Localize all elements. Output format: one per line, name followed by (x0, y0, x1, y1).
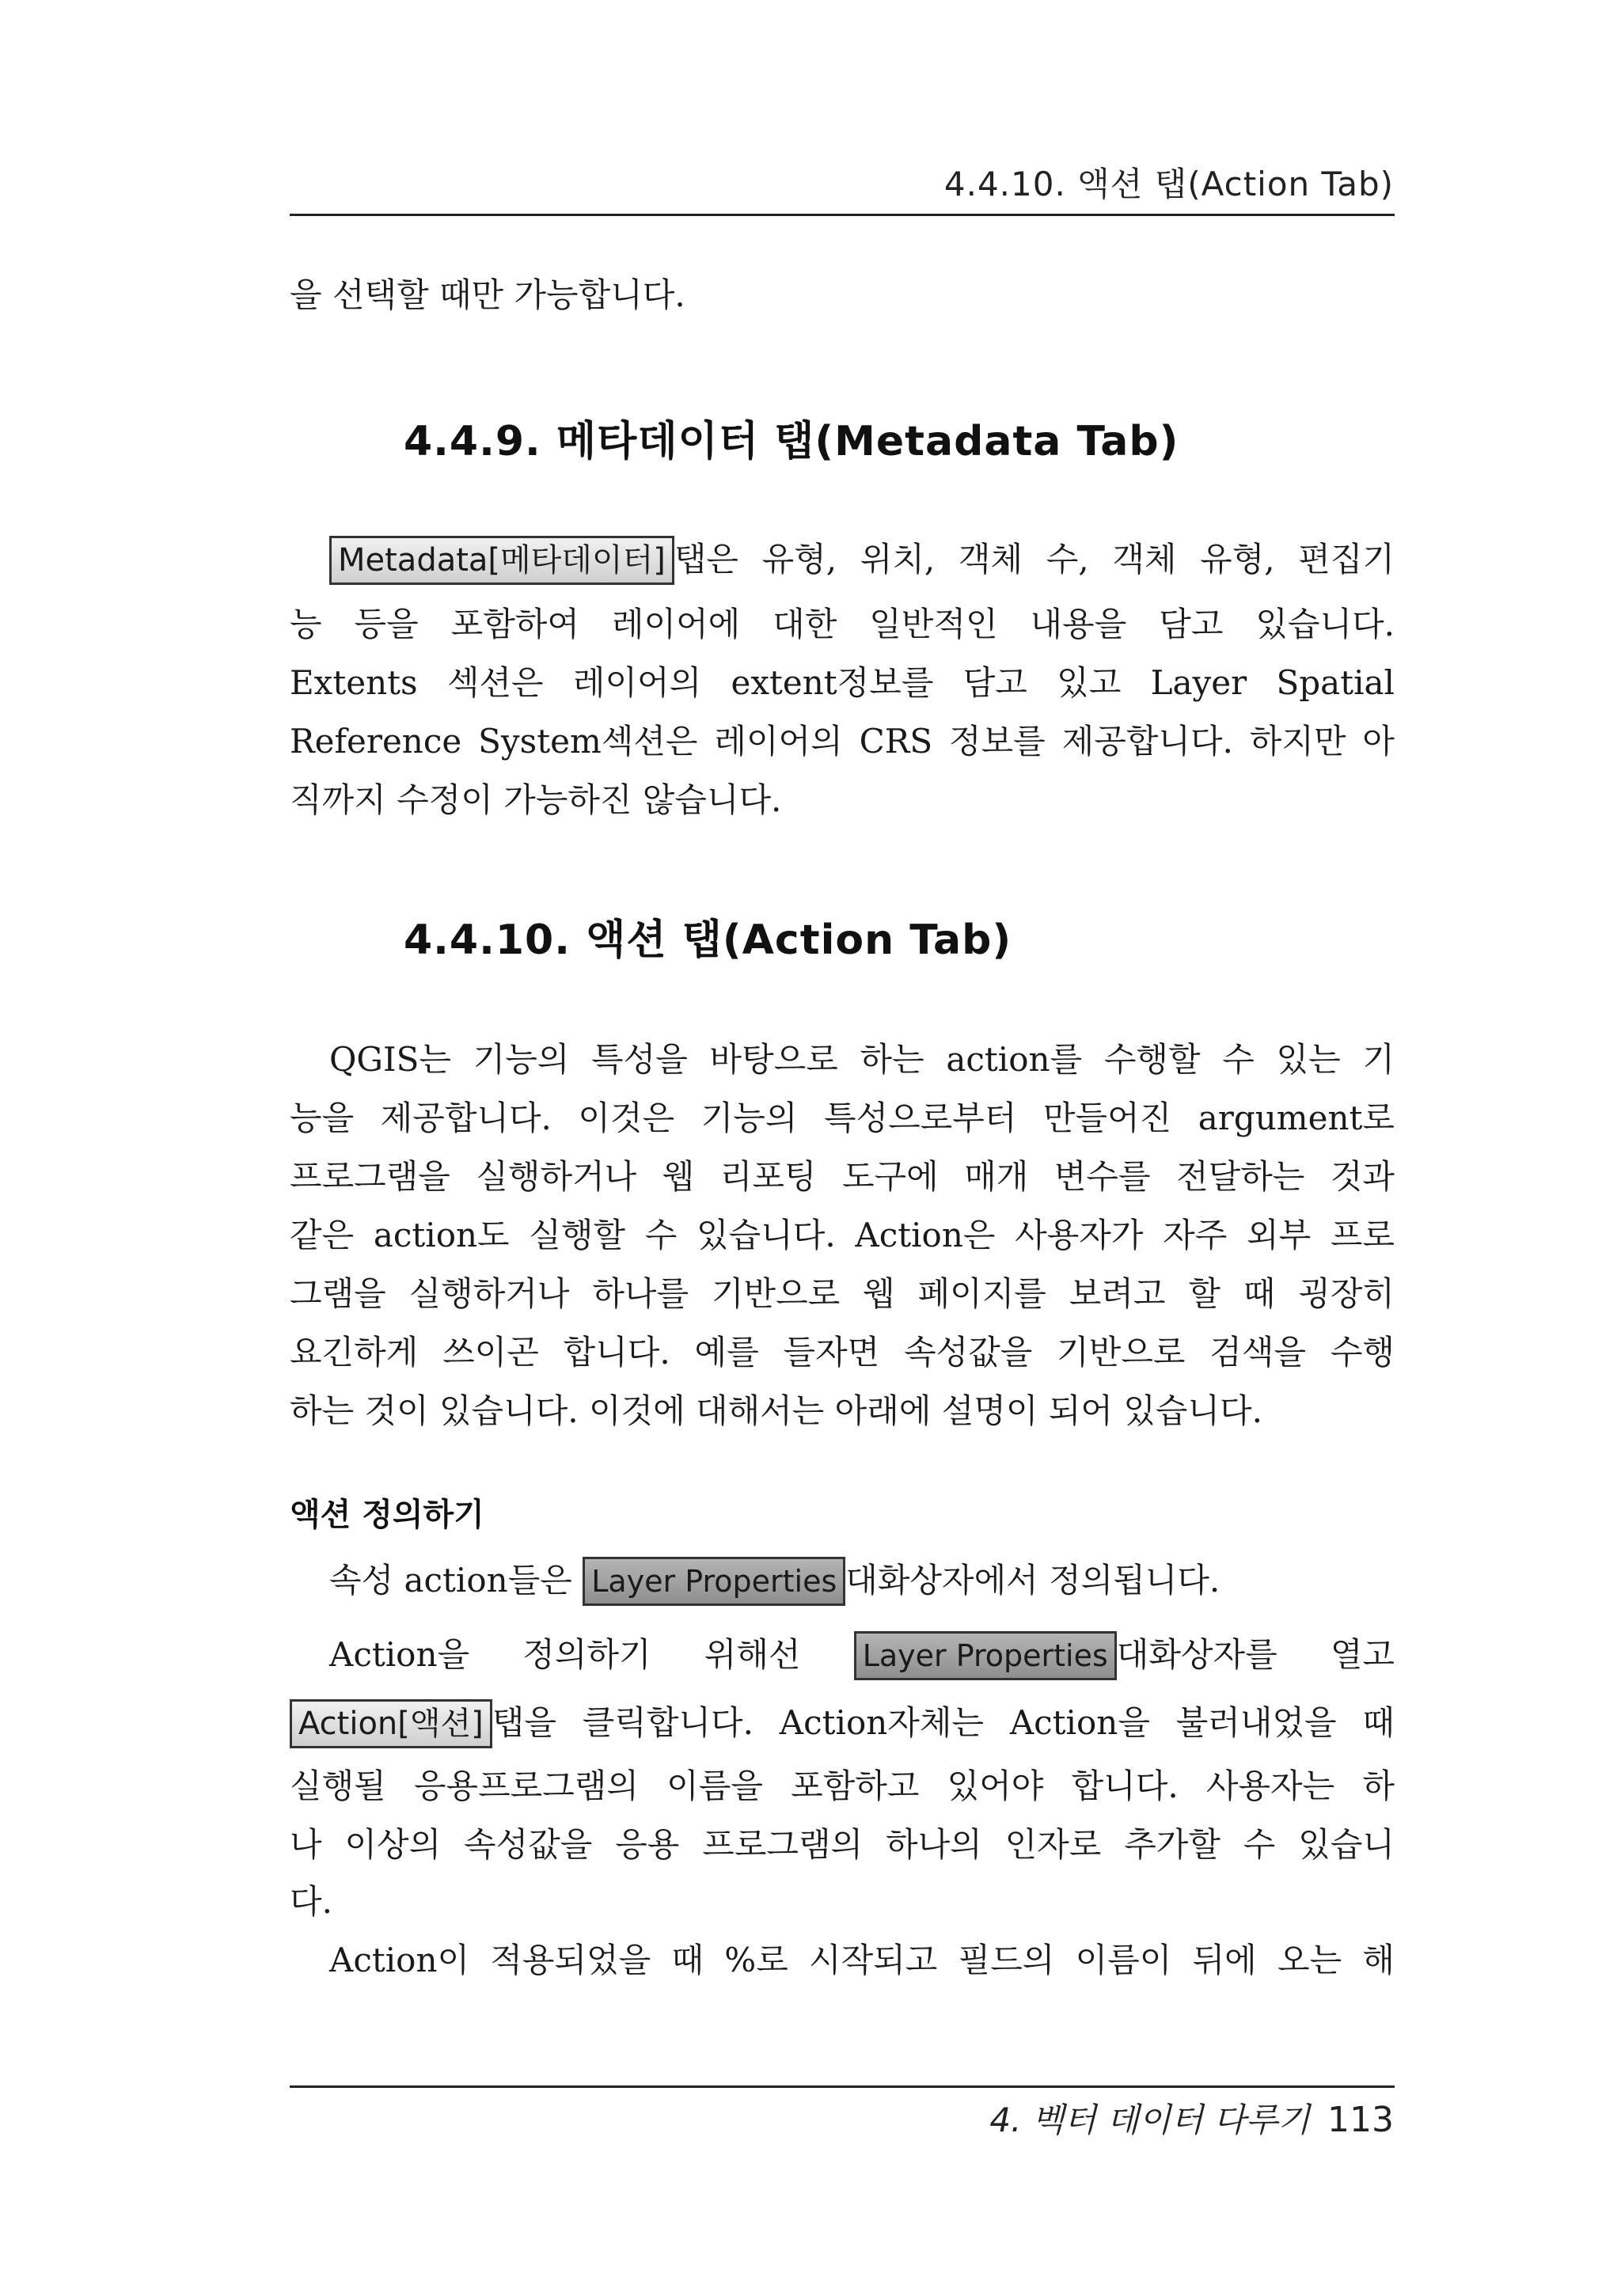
paragraph-line: QGIS는 기능의 특성을 바탕으로 하는 action를 수행할 수 있는 기 (329, 1040, 1395, 1079)
page-footer (989, 2094, 1394, 2142)
paragraph-line: 속성 action들은 Layer Properties 대화상자에서 정의됩니다. (290, 1551, 1395, 1610)
paragraph-line: Extents 섹션은 레이어의 extent정보를 담고 있고 Layer Spatial (290, 663, 1395, 702)
running-header: 4.4.10. 액션 탭(Action Tab) (943, 165, 1394, 203)
paragraph-line: 프로그램을 실행하거나 웹 리포팅 도구에 매개 변수를 전달하는 것과 (290, 1157, 1395, 1196)
paragraph-line: 요긴하게 쓰이곤 합니다. 예를 들자면 속성값을 기반으로 검색을 수행 (290, 1333, 1395, 1372)
footer-rule (290, 2085, 1395, 2088)
subheading-define-action: 액션 정의하기 (290, 1497, 484, 1533)
paragraph-line: Action[액션] 탭을 클릭합니다. Action자체는 Action을 불러내었을 때 (290, 1694, 1395, 1752)
layer-properties-tag: Layer Properties (854, 1631, 1117, 1680)
continuation-text: 을 선택할 때만 가능합니다. (290, 275, 685, 314)
page-number: 113 (1327, 2100, 1394, 2140)
paragraph-line: 실행될 응용프로그램의 이름을 포함하고 있어야 합니다. 사용자는 하 (290, 1767, 1395, 1805)
paragraph-line: Reference System섹션은 레이어의 CRS 정보를 제공합니다. 하지만 아 (290, 722, 1395, 761)
paragraph-line: 그램을 실행하거나 하나를 기반으로 웹 페이지를 보려고 할 때 굉장히 (290, 1274, 1395, 1313)
paragraph-line: 하는 것이 있습니다. 이것에 대해서는 아래에 설명이 되어 있습니다. (290, 1391, 1262, 1430)
metadata-tab-tag: Metadata[메타데이터] (329, 536, 674, 585)
paragraph-line: 능을 제공합니다. 이것은 기능의 특성으로부터 만들어진 argument로 (290, 1099, 1395, 1137)
paragraph-line: 능 등을 포함하여 레이어에 대한 일반적인 내용을 담고 있습니다. (290, 605, 1395, 643)
header-rule (290, 214, 1395, 216)
section-heading-action: 4.4.10. 액션 탭(Action Tab) (404, 917, 1012, 964)
footer-chapter: 4. 벡터 데이터 다루기 (989, 2101, 1311, 2139)
section-heading-metadata: 4.4.9. 메타데이터 탭(Metadata Tab) (404, 418, 1179, 465)
paragraph-line: Metadata[메타데이터] 탭은 유형, 위치, 객체 수, 객체 유형, 편집기 (290, 530, 1395, 589)
action-tab-tag: Action[액션] (290, 1699, 492, 1748)
paragraph-line: 나 이상의 속성값을 응용 프로그램의 하나의 인자로 추가할 수 있습니 (290, 1825, 1395, 1864)
layer-properties-tag: Layer Properties (583, 1557, 845, 1606)
paragraph-line: 같은 action도 실행할 수 있습니다. Action은 사용자가 자주 외부 프로 (290, 1216, 1395, 1254)
paragraph-line: Action이 적용되었을 때 %로 시작되고 필드의 이름이 뒤에 오는 해 (329, 1941, 1395, 1979)
paragraph-line: 직까지 수정이 가능하진 않습니다. (290, 780, 782, 819)
paragraph-line: 다. (290, 1882, 332, 1921)
paragraph-line: Action을 정의하기 위해선 Layer Properties 대화상자를 열고 (290, 1626, 1395, 1684)
